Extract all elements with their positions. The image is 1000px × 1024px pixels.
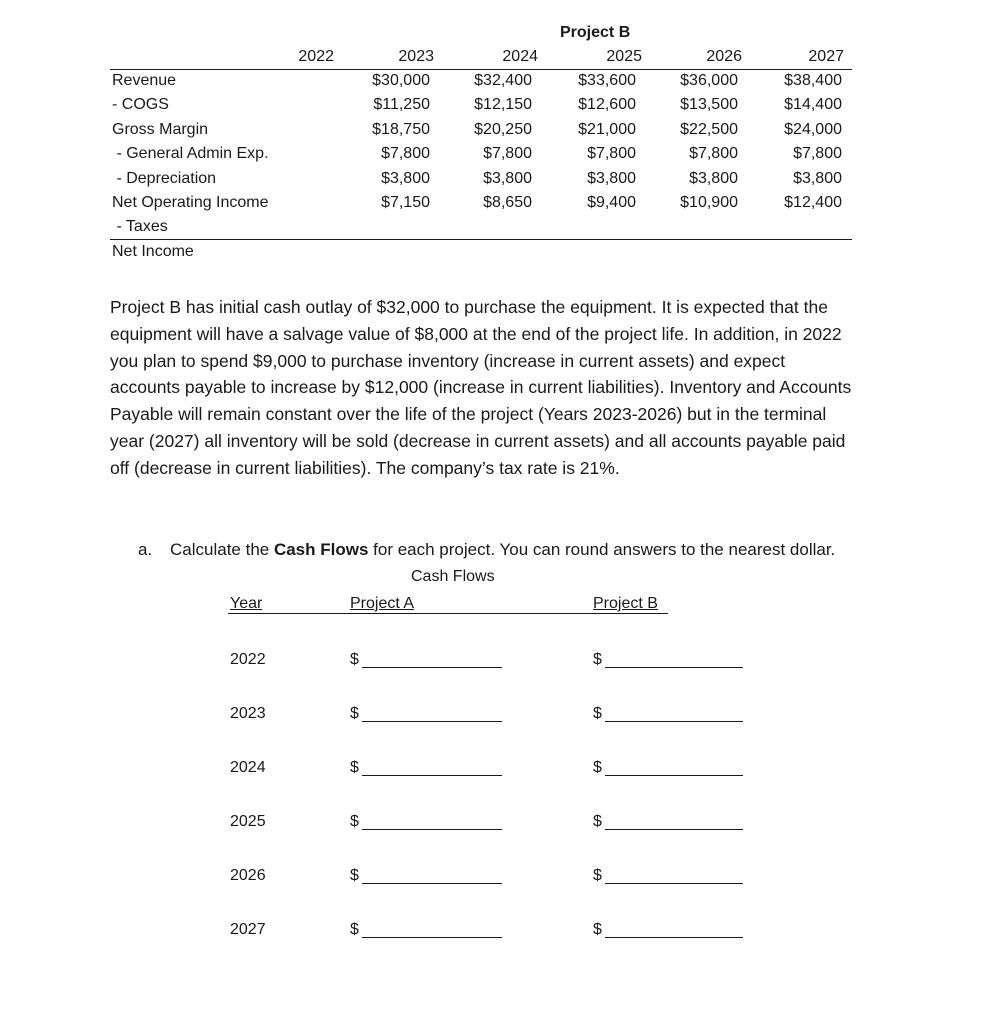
table-cell: $7,800 — [483, 145, 532, 162]
table-cell: $12,150 — [474, 96, 532, 113]
col-header-project-b: Project B — [593, 595, 658, 612]
table-cell: $12,600 — [578, 96, 636, 113]
currency-symbol: $ — [593, 705, 602, 722]
year-header: 2025 — [606, 48, 642, 65]
year-label: 2027 — [230, 921, 266, 938]
description-line: equipment will have a salvage value of $8,000 at the end of the project life. In addition, in 2022 — [110, 323, 842, 344]
cash-flows-title: Cash Flows — [411, 568, 495, 585]
table-cell: $14,400 — [784, 96, 842, 113]
table-cell: $7,800 — [587, 145, 636, 162]
table-cell: $11,250 — [373, 96, 430, 113]
table-cell: $8,650 — [483, 194, 532, 211]
year-label: 2024 — [230, 759, 266, 776]
table-header-rule — [110, 69, 852, 70]
year-header: 2022 — [298, 48, 334, 65]
table-cell: $12,400 — [784, 194, 842, 211]
description-line: Project B has initial cash outlay of $32,000 to purchase the equipment. It is expected that the — [110, 297, 828, 317]
currency-symbol: $ — [350, 651, 359, 668]
project-b-answer-blank[interactable] — [605, 937, 743, 938]
table-cell: $3,800 — [381, 170, 430, 187]
table-cell: $30,000 — [372, 72, 430, 89]
year-label: 2023 — [230, 705, 266, 722]
question-text-bold: Cash Flows — [273, 540, 369, 559]
currency-symbol: $ — [350, 813, 359, 830]
project-b-answer-blank[interactable] — [605, 883, 743, 884]
table-cell: $9,400 — [587, 194, 636, 211]
project-a-answer-blank[interactable] — [362, 775, 502, 776]
currency-symbol: $ — [593, 867, 602, 884]
year-header: 2026 — [706, 48, 742, 65]
currency-symbol: $ — [593, 921, 602, 938]
year-label: 2025 — [230, 813, 266, 830]
table-cell: $7,800 — [689, 145, 738, 162]
table-cell: $13,500 — [680, 96, 738, 113]
table-cell: $18,750 — [372, 121, 430, 138]
project-description — [110, 294, 900, 482]
row-label-net-operating-income: Net Operating Income — [112, 194, 269, 211]
table-cell: $3,800 — [689, 170, 738, 187]
table-cell: $21,000 — [578, 121, 636, 138]
description-line: you plan to spend $9,000 to purchase inventory (increase in current assets) and expect — [110, 350, 786, 371]
col-header-project-a: Project A — [350, 595, 415, 612]
table-cell: $24,000 — [784, 121, 842, 138]
project-a-answer-blank[interactable] — [362, 721, 502, 722]
year-header: 2024 — [502, 48, 538, 65]
project-b-answer-blank[interactable] — [605, 667, 743, 668]
project-a-answer-blank[interactable] — [362, 883, 502, 884]
project-a-answer-blank[interactable] — [362, 667, 502, 668]
description-line: year (2027) all inventory will be sold (decrease in current assets) and all accounts payable paid — [110, 430, 846, 451]
table-cell: $33,600 — [578, 72, 636, 89]
table-cell: $3,800 — [793, 170, 842, 187]
currency-symbol: $ — [350, 867, 359, 884]
description-line: off (decrease in current liabilities). The company’s tax rate is 21%. — [110, 457, 620, 478]
table-cell: $32,400 — [474, 72, 532, 89]
row-label-depreciation: - Depreciation — [112, 170, 217, 187]
currency-symbol: $ — [593, 813, 602, 830]
year-header: 2027 — [808, 48, 844, 65]
question-text-before: Calculate the — [170, 540, 274, 559]
taxes-rule — [110, 239, 852, 240]
currency-symbol: $ — [350, 705, 359, 722]
row-label-gross-margin: Gross Margin — [112, 121, 209, 138]
project-title: Project B — [560, 24, 631, 41]
year-label: 2022 — [230, 651, 266, 668]
col-header-year: Year — [230, 595, 263, 612]
row-label-cogs: - COGS — [112, 96, 169, 113]
row-label-taxes: - Taxes — [112, 218, 168, 235]
header-underline — [228, 613, 668, 614]
year-label: 2026 — [230, 867, 266, 884]
table-cell: $36,000 — [680, 72, 738, 89]
project-b-answer-blank[interactable] — [605, 721, 743, 722]
question-marker: a. — [138, 540, 153, 559]
project-a-answer-blank[interactable] — [362, 937, 502, 938]
year-header: 2023 — [398, 48, 434, 65]
table-cell: $38,400 — [784, 72, 842, 89]
currency-symbol: $ — [350, 759, 359, 776]
row-label-net-income: Net Income — [112, 243, 194, 260]
table-cell: $7,800 — [793, 145, 842, 162]
project-a-answer-blank[interactable] — [362, 829, 502, 830]
table-cell: $3,800 — [483, 170, 532, 187]
table-cell: $3,800 — [587, 170, 636, 187]
question-text-after: for each project. You can round answers to the nearest dollar. — [368, 540, 836, 559]
row-label-revenue: Revenue — [112, 72, 177, 89]
currency-symbol: $ — [593, 759, 602, 776]
project-b-answer-blank[interactable] — [605, 829, 743, 830]
table-cell: $7,150 — [381, 194, 430, 211]
table-cell: $20,250 — [474, 121, 532, 138]
project-b-answer-blank[interactable] — [605, 775, 743, 776]
row-label-general-admin: - General Admin Exp. — [112, 145, 269, 162]
currency-symbol: $ — [350, 921, 359, 938]
table-cell: $7,800 — [381, 145, 430, 162]
question-text — [170, 540, 835, 560]
currency-symbol: $ — [593, 651, 602, 668]
table-cell: $10,900 — [680, 194, 738, 211]
description-line: accounts payable to increase by $12,000 (increase in current liabilities). Inventory and Accounts — [110, 377, 852, 398]
description-line: Payable will remain constant over the life of the project (Years 2023-2026) but in the terminal — [110, 404, 827, 425]
table-cell: $22,500 — [680, 121, 738, 138]
